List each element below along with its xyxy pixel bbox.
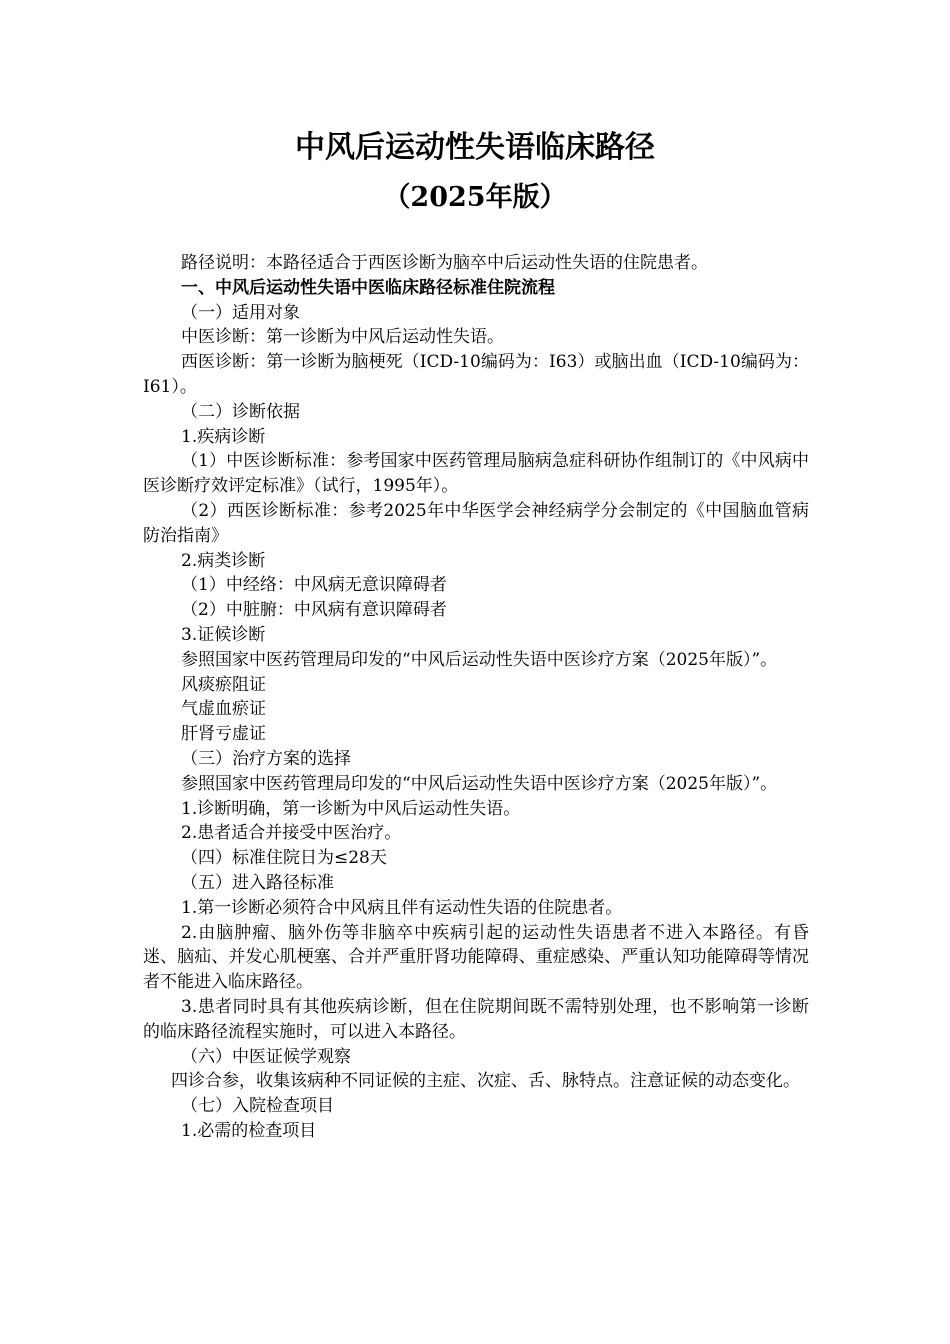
paragraph: 中医诊断：第一诊断为中风后运动性失语。 (181, 327, 504, 348)
section-heading-1: 一、中风后运动性失语中医临床路径标准住院流程 (181, 277, 555, 298)
paragraph: 2.病类诊断 (181, 550, 266, 571)
subsection-heading: （七）入院检查项目 (181, 1096, 334, 1117)
paragraph: 1.疾病诊断 (181, 426, 266, 447)
syndrome-item: 气虚血瘀证 (181, 699, 266, 720)
syndrome-item: 风痰瘀阻证 (181, 674, 266, 695)
paragraph: 1.必需的检查项目 (181, 1120, 317, 1141)
document-title: 中风后运动性失语临床路径 (295, 130, 655, 165)
subsection-heading: （五）进入路径标准 (181, 872, 334, 893)
subsection-heading: （一）适用对象 (181, 302, 300, 323)
paragraph: 2.由脑肿瘤、脑外伤等非脑卒中疾病引起的运动性失语患者不进入本路径。有昏迷、脑疝、并发心肌梗塞、合并严重肝肾功能障碍、重症感染、严重认知功能障碍等情况者不能进入临床路径。 (143, 922, 809, 993)
syndrome-item: 肝肾亏虚证 (181, 724, 266, 745)
paragraph: 1.诊断明确，第一诊断为中风后运动性失语。 (181, 798, 521, 819)
paragraph: （2）西医诊断标准：参考2025年中华医学会神经病学分会制定的《中国脑血管病防治指南》 (143, 500, 809, 546)
subsection-heading: （六）中医证候学观察 (181, 1046, 351, 1067)
paragraph: 参照国家中医药管理局印发的“中风后运动性失语中医诊疗方案（2025年版）”。 (181, 649, 778, 670)
paragraph: 2.患者适合并接受中医治疗。 (181, 823, 402, 844)
paragraph: 四诊合参，收集该病种不同证候的主症、次症、舌、脉特点。注意证候的动态变化。 (171, 1071, 800, 1092)
subsection-heading: （三）治疗方案的选择 (181, 748, 351, 769)
paragraph: 3.证候诊断 (181, 624, 266, 645)
document-subtitle: （2025年版） (383, 182, 567, 213)
paragraph: 参照国家中医药管理局印发的“中风后运动性失语中医诊疗方案（2025年版）”。 (181, 773, 778, 794)
subsection-heading: （二）诊断依据 (181, 401, 300, 422)
paragraph: （2）中脏腑：中风病有意识障碍者 (181, 600, 447, 621)
paragraph: （1）中医诊断标准：参考国家中医药管理局脑病急症科研协作组制订的《中风病中医诊断疗效评定标准》（试行，1995年）。 (143, 451, 809, 497)
paragraph: 西医诊断：第一诊断为脑梗死（ICD-10编码为：I63）或脑出血（ICD-10编码为：I61）。 (143, 352, 809, 397)
paragraph: 3.患者同时具有其他疾病诊断，但在住院期间既不需特别处理，也不影响第一诊断的临床路径流程实施时，可以进入本路径。 (143, 996, 809, 1042)
document-body (143, 251, 809, 1144)
paragraph: （1）中经络：中风病无意识障碍者 (181, 575, 447, 596)
path-description: 路径说明：本路径适合于西医诊断为脑卒中后运动性失语的住院患者。 (181, 253, 708, 273)
subsection-heading: （四）标准住院日为≤28天 (181, 848, 387, 869)
paragraph: 1.第一诊断必须符合中风病且伴有运动性失语的住院患者。 (181, 897, 623, 918)
